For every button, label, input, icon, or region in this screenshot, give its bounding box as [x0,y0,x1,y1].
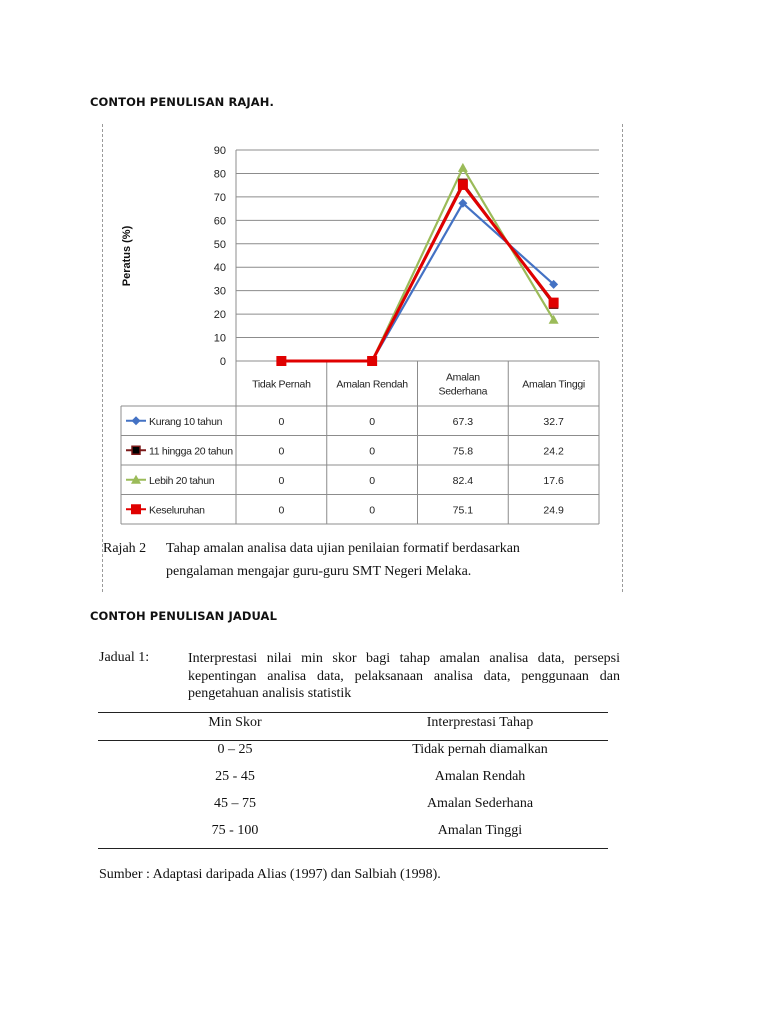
data-label: 0 [369,415,376,428]
data-label: 0 [278,415,285,428]
point-marker [367,356,377,366]
y-tick-label: 40 [213,262,226,275]
y-axis-title: Peratus (%) [121,225,133,287]
point-marker [549,315,559,324]
point-marker [458,163,468,172]
point-marker [131,504,141,514]
y-tick-label: 10 [213,332,226,345]
data-label: 75.1 [452,504,474,517]
data-label: 75.8 [452,445,474,458]
data-label: 82.4 [452,474,474,487]
table-bottom-rule [98,848,608,849]
y-tick-label: 90 [213,145,226,157]
table-cell: 45 – 75 [214,796,256,811]
figure-caption-line-2: pengalaman mengajar guru-guru SMT Negeri Melaka. [166,564,472,579]
series-keseluruhan [281,185,553,361]
point-marker [132,416,141,425]
point-marker [549,298,559,308]
table-header-interpretasi: Interprestasi Tahap [426,715,534,730]
y-tick-label: 60 [213,215,226,228]
point-marker [132,446,140,454]
data-label: 0 [278,445,285,458]
legend-label: Kurang 10 tahun [149,415,223,428]
table-example-heading: CONTOH PENULISAN JADUAL [90,609,277,623]
data-label: 0 [369,504,376,517]
point-marker [276,356,286,366]
table-caption-text: Interprestasi nilai min skor bagi tahap amalan analisa data, persepsi kepentingan analisa data, pelaksanaan analisa data, penggunaan dan pengetahuan analisis statistik [188,651,620,701]
data-label: 0 [278,474,285,487]
data-label: 17.6 [543,474,564,487]
x-category-label: Amalan [445,371,480,384]
legend-label: Lebih 20 tahun [149,474,215,487]
table-cell: 75 - 100 [211,823,259,838]
table-top-rule [98,712,608,713]
data-label: 24.9 [543,504,564,517]
table-cell: Amalan Tinggi [437,823,523,838]
table-header-min-skor: Min Skor [208,715,262,730]
data-label: 24.2 [543,445,564,458]
y-tick-label: 30 [213,285,226,298]
figure-caption-line-1: Tahap amalan analisa data ujian penilaian formatif berdasarkan [166,541,520,556]
figure-example-heading: CONTOH PENULISAN RAJAH. [90,95,274,109]
data-label: 32.7 [543,415,564,428]
x-category-label: Amalan Tinggi [522,378,585,391]
table-header-rule [98,740,608,741]
legend-label: 11 hingga 20 tahun [149,445,233,458]
series-line [281,185,553,361]
y-tick-label: 70 [213,191,226,204]
data-label: 67.3 [452,415,474,428]
y-tick-label: 20 [213,309,226,322]
table-cell: 0 – 25 [217,742,253,757]
figure-caption-label: Rajah 2 [103,541,147,556]
y-tick-label: 0 [219,356,226,368]
x-category-label: Sederhana [438,385,488,398]
table-caption-label: Jadual 1: [99,650,150,665]
table-cell: Amalan Sederhana [426,796,534,811]
x-category-label: Tidak Pernah [252,378,311,391]
data-label: 0 [369,474,376,487]
data-label: 0 [369,445,376,458]
table-cell: 25 - 45 [215,769,255,784]
y-tick-label: 80 [213,168,226,181]
y-tick-label: 50 [213,238,226,251]
point-marker [458,180,468,190]
table-source: Sumber : Adaptasi daripada Alias (1997) dan Salbiah (1998). [99,867,441,882]
table-cell: Amalan Rendah [434,769,526,784]
data-label: 0 [278,504,285,517]
table-cell: Tidak pernah diamalkan [412,742,548,757]
x-category-label: Amalan Rendah [336,378,408,391]
legend-label: Keseluruhan [149,504,205,517]
